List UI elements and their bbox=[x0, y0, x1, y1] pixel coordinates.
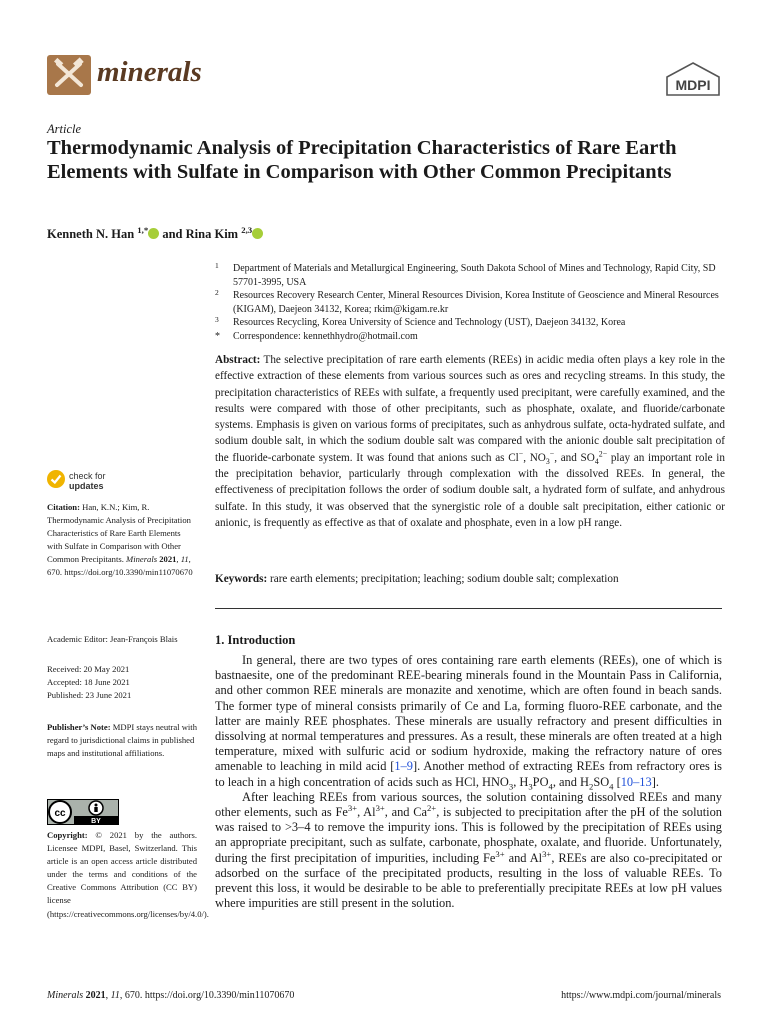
svg-text:cc: cc bbox=[54, 808, 66, 819]
accepted-date: Accepted: 18 June 2021 bbox=[47, 677, 130, 688]
abstract-subscript: 4 bbox=[594, 457, 599, 467]
body-superscript: 3+ bbox=[542, 848, 552, 859]
check-updates-line: check for bbox=[69, 471, 106, 481]
reference-link[interactable]: 1–9 bbox=[394, 759, 413, 774]
abstract-superscript: − bbox=[549, 449, 555, 459]
abstract-superscript: − bbox=[518, 449, 524, 459]
abstract-superscript: 2− bbox=[598, 449, 608, 459]
mdpi-logo-icon[interactable] bbox=[664, 62, 722, 96]
publisher-note-text: MDPI stays neutral with regard to jurisdictional claims in published maps and institutional affiliations. bbox=[47, 722, 197, 759]
affiliations bbox=[215, 262, 725, 344]
author-affiliation-marks: 1,* bbox=[137, 224, 149, 235]
abstract bbox=[215, 352, 725, 531]
affiliation-text: Department of Materials and Metallurgical Engineering, South Dakota School of Mines and Technology, Rapid City, SD 57701-3995, USA bbox=[233, 263, 716, 288]
publisher-note bbox=[47, 721, 197, 760]
section-divider bbox=[215, 608, 722, 609]
article-type: Article bbox=[47, 122, 82, 136]
journal-name[interactable]: minerals bbox=[97, 56, 202, 88]
body-subscript: 3 bbox=[528, 781, 533, 792]
abstract-label: Abstract: bbox=[215, 354, 261, 366]
mdpi-logo-text: MDPI bbox=[675, 77, 711, 93]
footer-year: 2021 bbox=[85, 990, 106, 1001]
check-updates-label bbox=[69, 471, 139, 491]
body-text-run: , H bbox=[513, 774, 529, 789]
body-text-run: In general, there are two types of ores containing rare earth elements (REEs), one of which is bastnaesite, one of the predominant REE-bearing minerals found in the Mountain Pass in California, and other common REE minerals are monazite and xenotime, which are often found in beach sands. The former type of mineral consists primarily of Ce and La, forming fluoro-REE carbonate, and the latter are mainly REE phosphates. These minerals are usually refractory and present difficulties in dissolving at normal temperatures and pressures. As a result, these minerals are often treated at a high temperature, mixed with sulfuric acid or sodium hydroxide, making the refractory nature of ores amenable to leaching in mild acid [ bbox=[215, 653, 722, 774]
copyright-text: © 2021 by the authors. Licensee MDPI, Basel, Switzerland. This article is an open access article distributed under the terms and conditions of the Creative Commons Attribution (CC BY) license (https://creativecommons.org/licenses/by/4.0/). bbox=[47, 830, 209, 919]
body-superscript: 3+ bbox=[375, 802, 385, 813]
author-affiliation-marks: 2,3 bbox=[241, 224, 253, 235]
body-text-run: ]. bbox=[651, 774, 659, 789]
publisher-note-label: Publisher’s Note: bbox=[47, 722, 111, 732]
affiliation-number: 1 bbox=[215, 261, 219, 270]
body-text-run: , and H bbox=[552, 774, 589, 789]
publication-dates bbox=[47, 663, 202, 702]
citation-journal: Minerals bbox=[126, 554, 158, 565]
affiliation-number: * bbox=[215, 330, 220, 342]
citation-text: Han, K.N.; Kim, R. Thermodynamic Analysis of Precipitation Characteristics of Rare Earth Elements with Sulfate in Comparison with Other Common Precipitants. bbox=[47, 502, 191, 565]
footer-journal-url[interactable]: https://www.mdpi.com/journal/minerals bbox=[561, 990, 721, 1001]
citation-volume: 11 bbox=[180, 554, 189, 565]
affiliation-item bbox=[215, 330, 725, 344]
body-subscript: 4 bbox=[548, 781, 553, 792]
footer-citation: Minerals 2021, 11, 670. https://doi.org/10.3390/min11070670 bbox=[47, 990, 295, 1001]
body-subscript: 3 bbox=[508, 781, 514, 792]
section-heading: 1. Introduction bbox=[215, 633, 296, 647]
body-superscript: 3+ bbox=[495, 848, 505, 859]
journal-logo-icon bbox=[47, 55, 91, 95]
orcid-icon[interactable] bbox=[148, 228, 159, 239]
citation-doi[interactable]: , 670. https://doi.org/10.3390/min11070670 bbox=[47, 554, 193, 578]
body-text-run: SO bbox=[593, 774, 610, 789]
body-text-run: , and Ca bbox=[384, 805, 427, 820]
footer-journal: Minerals bbox=[47, 990, 84, 1001]
affiliation-item bbox=[215, 289, 725, 316]
footer-volume: 11 bbox=[110, 990, 120, 1001]
citation-year: 2021 bbox=[159, 554, 177, 565]
abstract-text: , NO bbox=[523, 451, 546, 464]
body-text-run: After leaching REEs from various sources, the solution containing dissolved REEs and many other elements, such as Fe bbox=[215, 789, 722, 820]
body-paragraph bbox=[215, 790, 722, 912]
affiliation-number: 2 bbox=[215, 288, 219, 298]
published-date: Published: 23 June 2021 bbox=[47, 690, 132, 701]
cc-by-license-icon[interactable] bbox=[47, 799, 119, 825]
authors-joiner: and bbox=[162, 227, 183, 241]
affiliation-text: Resources Recycling, Korea University of Science and Technology (UST), Daejeon 34132, Korea bbox=[233, 317, 626, 329]
abstract-text: , and SO bbox=[554, 451, 595, 464]
body-text-run: , Al bbox=[357, 805, 376, 820]
body-text-run: , is subjected to precipitation after the pH of the solution was raised to >3–4 to remove the impurity ions. This is followed by the precipitation of REEs using an appropriate precipitant, such as sulfate, carbonate, phosphate, oxalate, and fluoride. Unfortunately, during the first precipitation of impurities, including Fe bbox=[215, 805, 722, 865]
affiliation-number: 3 bbox=[215, 315, 219, 325]
body-text-run: ]. Another method of extracting REEs from refractory ores is to leach in a high concentration of acids such as HCl, HNO bbox=[215, 759, 722, 789]
body-text-run: [ bbox=[613, 774, 621, 789]
body-text-run: PO bbox=[532, 774, 549, 789]
orcid-icon[interactable] bbox=[252, 228, 263, 239]
body-text-run: , REEs are also co-precipitated or adsorbed on the surface of the precipitated products, resulting in the loss of valuable REEs. To prevent this loss, it would be desirable to be able to preferentially precipitate REEs at low pH values where impurities are still present in the solution. bbox=[215, 850, 722, 911]
body-superscript: 2+ bbox=[426, 802, 437, 813]
affiliation-item bbox=[215, 262, 725, 289]
author-name: Kenneth N. Han bbox=[47, 227, 135, 241]
check-updates-icon bbox=[47, 470, 65, 488]
author-name: Rina Kim bbox=[185, 227, 239, 241]
author-list bbox=[47, 224, 263, 242]
keywords bbox=[215, 573, 725, 585]
academic-editor: Academic Editor: Jean-François Blais bbox=[47, 634, 178, 644]
keywords-text: rare earth elements; precipitation; leaching; sodium double salt; complexation bbox=[270, 573, 619, 585]
citation: Citation: Han, K.N.; Kim, R. Thermodynamic Analysis of Precipitation Characteristics of Rare Earth Elements with Sulfate in Comparison with Other Common Precipitants. Minerals 2021, 11, 670. https://doi.org/10.3390/min11070670 bbox=[47, 502, 193, 578]
keywords-label: Keywords: bbox=[215, 573, 268, 585]
check-updates-line: updates bbox=[69, 481, 104, 491]
footer-doi[interactable]: , 670. https://doi.org/10.3390/min11070670 bbox=[119, 990, 295, 1001]
body-text-run: and Al bbox=[504, 850, 543, 865]
body-subscript: 2 bbox=[588, 781, 594, 792]
affiliation-item bbox=[215, 316, 725, 330]
citation-label: Citation: bbox=[47, 502, 80, 512]
body-text bbox=[215, 653, 722, 911]
body-subscript: 4 bbox=[609, 781, 614, 792]
correspondence-text: Correspondence: kennethhydro@hotmail.com bbox=[233, 330, 418, 342]
body-superscript: 3+ bbox=[347, 802, 358, 813]
article-title: Thermodynamic Analysis of Precipitation Characteristics of Rare Earth Elements with Sulfate in Comparison with Other Common Precipitants bbox=[47, 137, 677, 183]
abstract-subscript: 3 bbox=[545, 457, 550, 467]
cc-badge-label: BY bbox=[91, 818, 101, 825]
received-date: Received: 20 May 2021 bbox=[47, 664, 130, 674]
affiliation-text: Resources Recovery Research Center, Mineral Resources Division, Korea Institute of Geoscience and Mineral Resources (KIGAM), Daejeon 34132, Korea; rkim@kigam.re.kr bbox=[233, 290, 719, 315]
body-paragraph bbox=[215, 653, 722, 790]
abstract-text: The selective precipitation of rare earth elements (REEs) in acidic media often plays a key role in the effective extraction of these elements from various sources such as ores and recycling streams. In this study, the precipitation characteristics of REEs with sulfate, a frequently used precipitant, were carefully examined, and the results were compared with those of other precipitants, such as phosphate, oxalate, and fluoride/carbonate systems. Emphasis is given on various forms of precipitates, such as anhydrous sulfate, octa-hydrated sulfate, and sodium double salt, in which the sodium double salt was compared with the anionic double salt precipitation of the fluoride-carbonate system. It was found that anions such as Cl bbox=[215, 354, 725, 464]
copyright-notice bbox=[47, 829, 209, 921]
reference-link[interactable]: 10–13 bbox=[620, 774, 652, 789]
abstract-text: play an important role in the precipitation behavior, particularly through complexation with the dissolved REEs. In general, the effectiveness of precipitation follows the order of sodium double salt, a hydrated form of sulfate, and anhydrous sulfate. In this study, it was observed that the synergistic role of a double salt precipitation, either cationic or anionic, is frequently as effective as that of oxalate and phosphate, even in a low pH range. bbox=[215, 451, 725, 529]
copyright-label: Copyright: bbox=[47, 830, 88, 840]
